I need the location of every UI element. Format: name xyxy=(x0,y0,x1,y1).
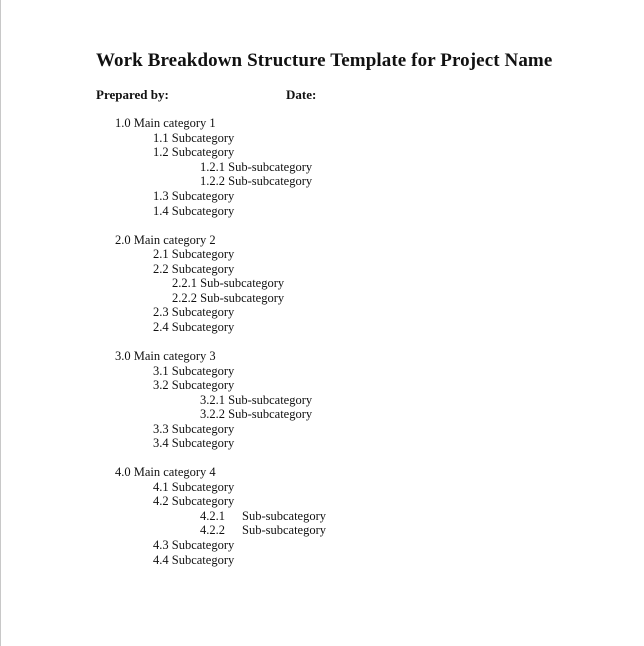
wbs-subcategory-4-4: 4.4 Subcategory xyxy=(153,553,235,567)
wbs-subcategory-1-2: 1.2 Subcategory xyxy=(153,145,235,159)
wbs-subcategory-2-1: 2.1 Subcategory xyxy=(153,247,235,261)
wbs-subsubcategory-1-2-2: 1.2.2 Sub-subcategory xyxy=(200,174,313,188)
date-label: Date: xyxy=(286,87,317,102)
wbs-subcategory-2-2: 2.2 Subcategory xyxy=(153,262,235,276)
wbs-main-category-1: 1.0 Main category 1 xyxy=(115,116,216,130)
prepared-by-label: Prepared by: xyxy=(96,87,169,102)
wbs-text: Sub-subcategory xyxy=(242,509,327,523)
wbs-subcategory-3-3: 3.3 Subcategory xyxy=(153,422,235,436)
wbs-subcategory-2-3: 2.3 Subcategory xyxy=(153,305,235,319)
wbs-subcategory-2-4: 2.4 Subcategory xyxy=(153,320,235,334)
wbs-number: 4.2.2 xyxy=(200,523,225,537)
wbs-subsubcategory-2-2-1: 2.2.1 Sub-subcategory xyxy=(172,276,285,290)
page-left-border xyxy=(0,0,1,646)
wbs-number: 4.2.1 xyxy=(200,509,225,523)
wbs-subcategory-3-4: 3.4 Subcategory xyxy=(153,436,235,450)
wbs-subsubcategory-4-2-2 xyxy=(200,523,326,538)
wbs-subcategory-3-1: 3.1 Subcategory xyxy=(153,364,235,378)
wbs-subcategory-4-2: 4.2 Subcategory xyxy=(153,494,235,508)
wbs-text: Sub-subcategory xyxy=(242,523,327,537)
wbs-main-category-4: 4.0 Main category 4 xyxy=(115,465,216,479)
wbs-main-category-2: 2.0 Main category 2 xyxy=(115,233,216,247)
wbs-subcategory-3-2: 3.2 Subcategory xyxy=(153,378,235,392)
wbs-subcategory-1-4: 1.4 Subcategory xyxy=(153,204,235,218)
wbs-subsubcategory-3-2-2: 3.2.2 Sub-subcategory xyxy=(200,407,313,421)
wbs-subsubcategory-2-2-2: 2.2.2 Sub-subcategory xyxy=(172,291,285,305)
wbs-subcategory-1-1: 1.1 Subcategory xyxy=(153,131,235,145)
wbs-subcategory-4-3: 4.3 Subcategory xyxy=(153,538,235,552)
wbs-subcategory-4-1: 4.1 Subcategory xyxy=(153,480,235,494)
wbs-subsubcategory-1-2-1: 1.2.1 Sub-subcategory xyxy=(200,160,313,174)
wbs-subsubcategory-3-2-1: 3.2.1 Sub-subcategory xyxy=(200,393,313,407)
wbs-main-category-3: 3.0 Main category 3 xyxy=(115,349,216,363)
wbs-subsubcategory-4-2-1 xyxy=(200,509,326,524)
wbs-subcategory-1-3: 1.3 Subcategory xyxy=(153,189,235,203)
document-title: Work Breakdown Structure Template for Project Name xyxy=(96,50,553,71)
